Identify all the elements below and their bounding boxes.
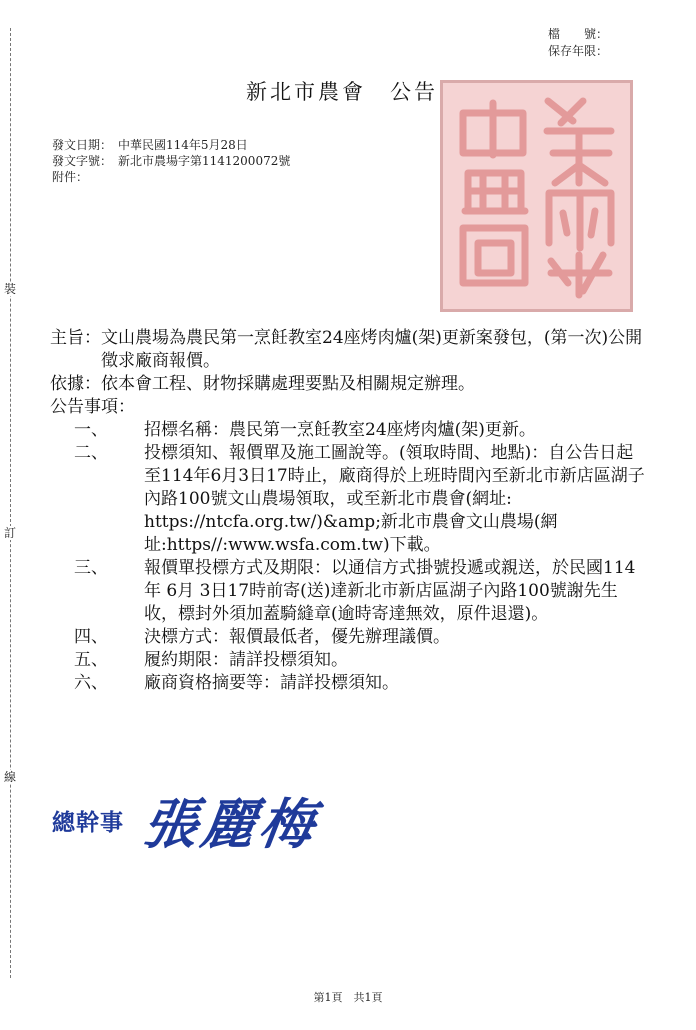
meta-date-label: 發文日期：	[52, 138, 113, 152]
meta-attachment	[52, 169, 290, 185]
list-item	[50, 649, 650, 672]
binding-char-zhuang: 裝	[3, 282, 16, 296]
signature-title: 總幹事	[52, 810, 124, 836]
document-meta	[52, 137, 290, 185]
meta-ref-label: 發文字號：	[52, 154, 113, 168]
archive-retention: 保存年限：	[547, 44, 608, 58]
meta-ref	[52, 153, 290, 169]
list-item	[50, 672, 650, 695]
meta-date	[52, 137, 290, 153]
item-text: 履約期限：請詳投標須知。	[144, 650, 348, 670]
announcement-body	[50, 327, 650, 695]
meta-attachment-label: 附件：	[52, 170, 89, 184]
binding-char-ding: 訂	[3, 526, 16, 540]
item-number: 六、	[74, 673, 108, 693]
subject-paragraph	[50, 327, 650, 373]
document-title: 新北市農會 公告	[246, 80, 438, 104]
subject-text: 文山農場為農民第一烹飪教室24座烤肉爐(架)更新案發包，(第一次)公開徵求廠商報價。	[101, 328, 643, 371]
items-label: 公告事項：	[50, 397, 135, 417]
basis-label: 依據：	[50, 374, 101, 394]
list-item	[50, 626, 650, 649]
signature-block	[52, 782, 372, 862]
basis-paragraph	[50, 373, 650, 396]
item-text: 廠商資格摘要等：請詳投標須知。	[144, 673, 399, 693]
archive-number: 檔 號：	[547, 27, 608, 41]
item-number: 二、	[74, 443, 108, 463]
item-text: 報價單投標方式及期限：以通信方式掛號投遞或親送，於民國114年 6月 3日17時前寄(送)達新北市新店區湖子內路100號謝先生收，標封外須加蓋騎縫章(逾時寄達無效，原件退還)。	[144, 558, 636, 624]
list-item	[50, 557, 650, 626]
item-number: 三、	[74, 558, 108, 578]
basis-text: 依本會工程、財物採購處理要點及相關規定辦理。	[101, 374, 475, 394]
official-seal-stamp	[440, 80, 633, 312]
signature-name: 張麗梅	[139, 792, 323, 856]
archive-info	[548, 26, 608, 60]
seal-glyphs-icon	[443, 83, 630, 309]
binding-char-xian: 線	[3, 770, 16, 784]
subject-label: 主旨：	[50, 328, 101, 348]
item-text: 決標方式：報價最低者，優先辦理議價。	[144, 627, 450, 647]
item-text: 投標須知、報價單及施工圖說等。(領取時間、地點)：自公告日起至114年6月3日17時止，廠商得於上班時間內至新北市新店區湖子內路100號文山農場領取，或至新北市農會(網址: https://ntcfa.org.tw/)&amp;新北市農會文山農場(網址:https//:www.wsfa.com.tw)下載。	[144, 443, 645, 555]
list-item	[50, 442, 650, 557]
item-number: 一、	[74, 420, 108, 440]
item-number: 四、	[74, 627, 108, 647]
item-number: 五、	[74, 650, 108, 670]
list-item	[50, 419, 650, 442]
meta-date-value: 中華民國114年5月28日	[118, 138, 248, 152]
item-text: 招標名稱：農民第一烹飪教室24座烤肉爐(架)更新。	[144, 420, 536, 440]
page-number: 第1頁 共1頁	[313, 991, 383, 1004]
binding-line	[10, 28, 11, 978]
meta-ref-value: 新北市農場字第1141200072號	[118, 154, 291, 168]
